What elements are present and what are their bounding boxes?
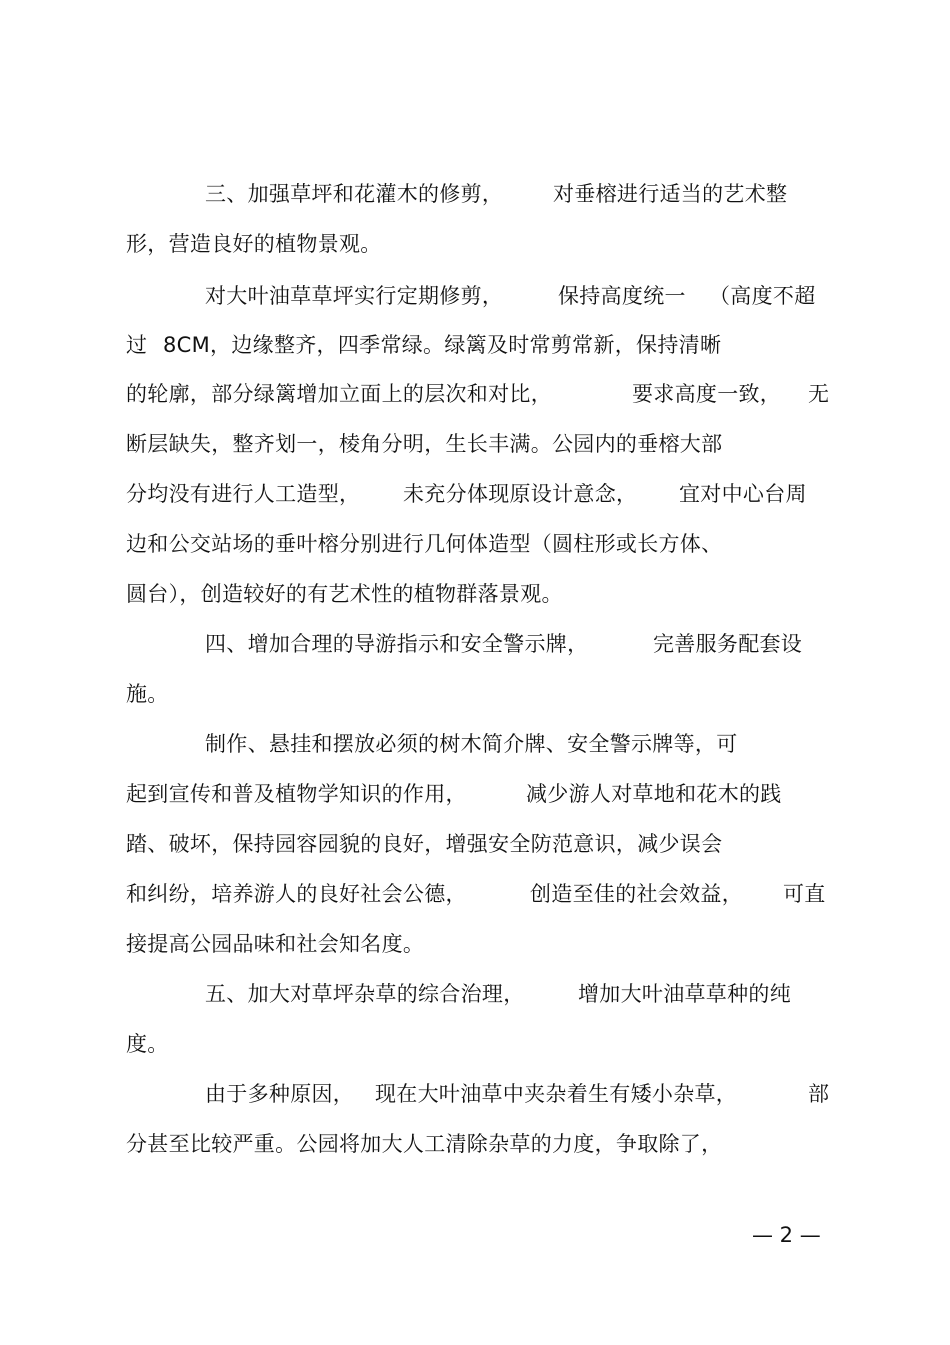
text-segment: 圆台），创造较好的有艺术性的植物群落景观。 (126, 582, 563, 606)
text-segment: 无 (808, 382, 830, 406)
text-line (0, 328, 950, 362)
text-line (0, 727, 950, 761)
text-segment: 接提高公园品味和社会知名度。 (126, 932, 425, 956)
text-segment: 分甚至比较严重。公园将加大人工清除杂草的力度，争取除了， (126, 1132, 723, 1156)
text-line (0, 227, 950, 261)
text-segment: 四、增加合理的导游指示和安全警示牌， (205, 632, 589, 656)
text-segment: 对垂榕进行适当的艺术整 (553, 182, 788, 206)
text-segment: 未充分体现原设计意念， (403, 482, 638, 506)
text-line (0, 627, 950, 661)
text-segment: 增加大叶油草草种的纯 (578, 982, 791, 1006)
text-segment: 现在大叶油草中夹杂着生有矮小杂草， (375, 1082, 738, 1106)
text-segment: 分均没有进行人工造型， (126, 482, 361, 506)
text-line (0, 927, 950, 961)
text-line (0, 177, 950, 211)
text-line (0, 1127, 950, 1161)
text-segment: 完善服务配套设 (653, 632, 803, 656)
text-line (0, 977, 950, 1011)
text-segment: 和纠纷，培养游人的良好社会公德， (126, 882, 467, 906)
text-segment: 度。 (126, 1032, 169, 1056)
text-segment: 宜对中心台周 (679, 482, 807, 506)
text-segment: 部 (808, 1082, 830, 1106)
text-line (0, 377, 950, 411)
text-segment: 减少游人对草地和花木的践 (526, 782, 782, 806)
text-segment: 施。 (126, 682, 169, 706)
text-line (0, 877, 950, 911)
text-segment: 的轮廓，部分绿篱增加立面上的层次和对比， (126, 382, 552, 406)
text-line (0, 577, 950, 611)
text-segment: 形，营造良好的植物景观。 (126, 232, 382, 256)
text-line (0, 527, 950, 561)
text-segment: 断层缺失，整齐划一，棱角分明，生长丰满。公园内的垂榕大部 (126, 432, 723, 456)
text-segment: 起到宣传和普及植物学知识的作用， (126, 782, 467, 806)
text-segment: 可直 (783, 882, 826, 906)
text-segment: 踏、破坏，保持园容园貌的良好，增强安全防范意识，减少误会 (126, 832, 723, 856)
text-segment: 过 (126, 333, 148, 357)
text-segment: （高度不超 (709, 284, 816, 308)
text-segment: 8CM，边缘整齐，四季常绿。绿篱及时常剪常新，保持清晰 (163, 333, 722, 357)
text-line (0, 1027, 950, 1061)
text-line (0, 477, 950, 511)
text-segment: 边和公交站场的垂叶榕分别进行几何体造型（圆柱形或长方体、 (126, 532, 723, 556)
text-line (0, 1077, 950, 1111)
text-segment: 制作、悬挂和摆放必须的树木简介牌、安全警示牌等，可 (205, 732, 738, 756)
text-segment: 要求高度一致， (632, 382, 782, 406)
page-number: — 2 — (752, 1223, 821, 1247)
text-segment: 三、加强草坪和花灌木的修剪， (205, 182, 504, 206)
text-segment: 五、加大对草坪杂草的综合治理， (205, 982, 525, 1006)
text-segment: 保持高度统一 (558, 284, 686, 308)
text-line (0, 777, 950, 811)
text-segment: 由于多种原因， (205, 1082, 355, 1106)
text-line (0, 427, 950, 461)
text-line (0, 279, 950, 313)
text-segment: 创造至佳的社会效益， (530, 882, 743, 906)
text-line (0, 827, 950, 861)
text-line (0, 677, 950, 711)
text-segment: 对大叶油草草坪实行定期修剪， (205, 284, 504, 308)
